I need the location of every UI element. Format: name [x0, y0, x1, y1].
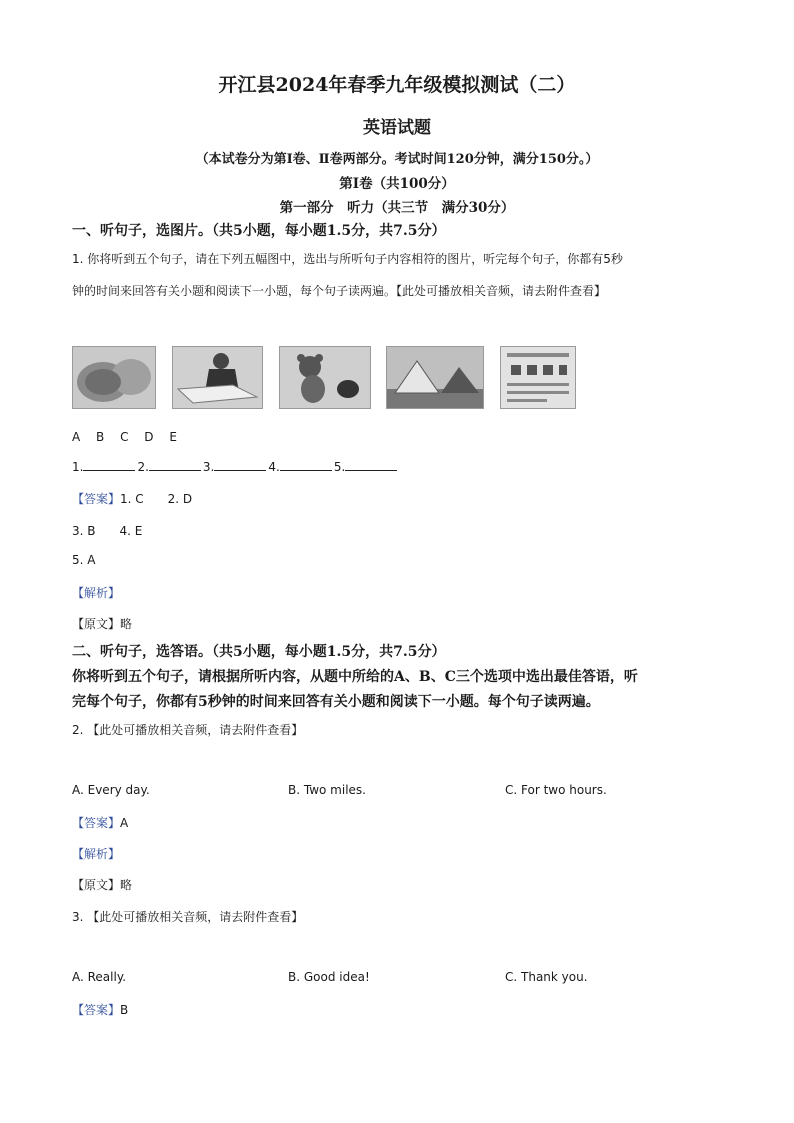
q2-original [72, 876, 132, 893]
section2-instruction-line2: 完每个句子，你都有5秒钟的时间来回答有关小题和阅读下一小题。每个句子读两遍。 [72, 694, 600, 710]
blank-label-1: 1. [72, 460, 84, 474]
q2-answer [72, 814, 128, 831]
blank-3 [214, 459, 266, 471]
answer-line2: 3. B 4. E [72, 524, 143, 538]
q3-answer-value: B [120, 1003, 129, 1017]
answer-tag: 【答案】 [72, 492, 121, 506]
section1-original [72, 615, 132, 632]
q3-option-b: B. Good idea! [288, 970, 370, 984]
exam-subject: 英语试题 [363, 118, 431, 138]
answer-line1: 1. C 2. D [120, 492, 193, 506]
original-text: 略 [120, 617, 133, 631]
blank-label-5: 5. [333, 460, 346, 474]
original-tag: 【原文】 [72, 617, 121, 631]
answer-tag: 【答案】 [72, 816, 121, 830]
answer-blanks [72, 459, 399, 474]
answer-line3: 5. A [72, 553, 96, 567]
exam-note: （本试卷分为第Ⅰ卷、Ⅱ卷两部分。考试时间120分钟，满分150分。） [195, 152, 599, 167]
section1-analysis [72, 584, 120, 601]
blank-label-4: 4. [268, 460, 280, 474]
section1-heading: 一、听句子，选图片。（共5小题，每小题1.5分，共7.5分） [72, 223, 446, 239]
section2-heading: 二、听句子，选答语。（共5小题，每小题1.5分，共7.5分） [72, 644, 446, 660]
picture-d-tents [386, 346, 484, 409]
q3-option-a: A. Really. [72, 970, 127, 984]
blank-label-2: 2. [137, 460, 149, 474]
analysis-tag: 【解析】 [72, 586, 121, 600]
q2-analysis [72, 845, 120, 862]
picture-a-bread [72, 346, 156, 409]
question3-stem: 3. 【此处可播放相关音频，请去附件查看】 [72, 910, 304, 924]
section1-answer [72, 490, 192, 507]
question2-stem: 2. 【此处可播放相关音频，请去附件查看】 [72, 723, 304, 737]
part-heading: 第一部分 听力（共三节 满分30分） [279, 200, 515, 216]
answer-tag: 【答案】 [72, 1003, 121, 1017]
picture-labels: A B C D E [72, 430, 177, 444]
blank-1 [83, 459, 135, 471]
original-text: 略 [120, 878, 133, 892]
q2-option-c: C. For two hours. [505, 783, 607, 797]
section2-instruction-line1: 你将听到五个句子，请根据所听内容，从题中所给的A、B、C三个选项中选出最佳答语，听 [72, 669, 638, 685]
blank-4 [280, 459, 332, 471]
section1-instruction-line2: 钟的时间来回答有关小题和阅读下一小题，每个句子读两遍。【此处可播放相关音频，请去附件查看】 [72, 284, 607, 298]
original-tag: 【原文】 [72, 878, 121, 892]
analysis-tag: 【解析】 [72, 847, 121, 861]
picture-c-bear [279, 346, 371, 409]
picture-e-chart [500, 346, 576, 409]
blank-2 [149, 459, 201, 471]
q3-answer [72, 1001, 128, 1018]
volume-heading: 第Ⅰ卷（共100分） [339, 176, 455, 192]
exam-title: 开江县2024年春季九年级模拟测试（二） [218, 74, 576, 96]
blank-label-3: 3. [202, 460, 215, 474]
section1-instruction-line1: 1. 你将听到五个句子，请在下列五幅图中，选出与所听句子内容相符的图片，听完每个句子，你都有5秒 [72, 252, 623, 266]
q2-option-b: B. Two miles. [288, 783, 366, 797]
q3-option-c: C. Thank you. [505, 970, 588, 984]
q2-option-a: A. Every day. [72, 783, 150, 797]
q2-answer-value: A [120, 816, 129, 830]
picture-b-writer [172, 346, 263, 409]
blank-5 [345, 459, 397, 471]
